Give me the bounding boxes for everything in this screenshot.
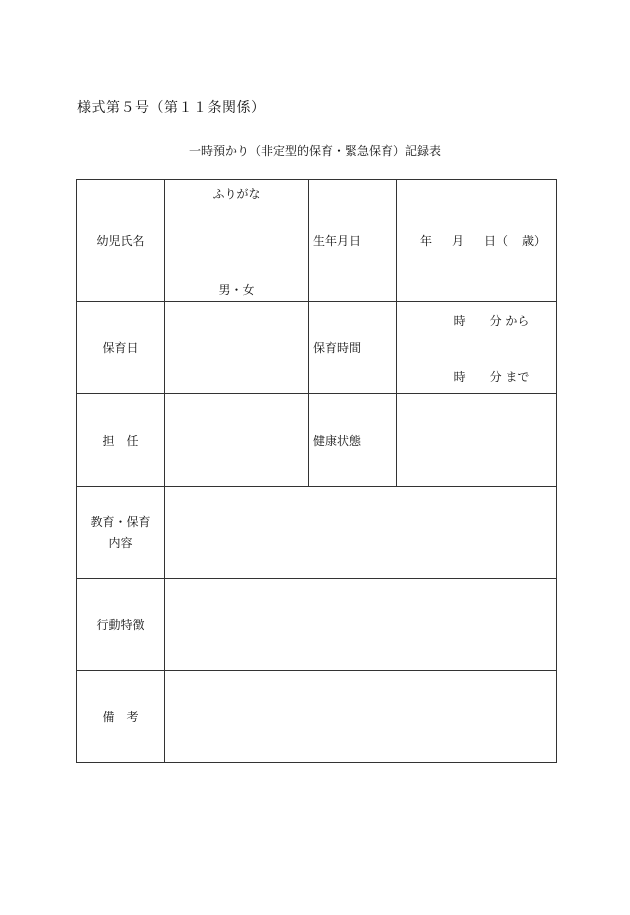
form-number: 様式第５号（第１１条関係） bbox=[77, 100, 266, 116]
birth-date-format bbox=[397, 232, 556, 249]
birth-date-label: 生年月日 bbox=[309, 180, 397, 302]
health-field[interactable] bbox=[397, 394, 557, 487]
teacher-label: 担 任 bbox=[77, 394, 165, 487]
record-table bbox=[76, 179, 557, 763]
teacher-field[interactable] bbox=[165, 394, 309, 487]
time-from bbox=[397, 312, 556, 329]
row-behavior bbox=[77, 579, 557, 671]
birth-age-unit: 歳） bbox=[521, 234, 546, 248]
behavior-label: 行動特徴 bbox=[77, 579, 165, 671]
time-to bbox=[397, 368, 556, 385]
row-child-name bbox=[77, 180, 557, 302]
row-care-date bbox=[77, 302, 557, 394]
birth-month-unit: 月 bbox=[451, 234, 464, 248]
behavior-field[interactable] bbox=[165, 579, 557, 671]
birth-year-unit: 年 bbox=[419, 234, 432, 248]
child-name-field[interactable] bbox=[165, 180, 309, 302]
birth-date-field[interactable] bbox=[397, 180, 557, 302]
time-to-min: 分 まで bbox=[489, 370, 530, 384]
care-time-label: 保育時間 bbox=[309, 302, 397, 394]
care-date-field[interactable] bbox=[165, 302, 309, 394]
remarks-field[interactable] bbox=[165, 671, 557, 763]
content-label bbox=[77, 487, 165, 579]
care-date-label: 保育日 bbox=[77, 302, 165, 394]
time-from-hour: 時 bbox=[453, 314, 466, 328]
content-field[interactable] bbox=[165, 487, 557, 579]
time-to-hour: 時 bbox=[453, 370, 466, 384]
gender-label: 男・女 bbox=[218, 283, 255, 297]
remarks-label: 備 考 bbox=[77, 671, 165, 763]
content-label-line1: 教育・保育 bbox=[90, 514, 151, 529]
child-name-label: 幼児氏名 bbox=[77, 180, 165, 302]
content-label-line2: 内容 bbox=[108, 535, 133, 550]
row-remarks bbox=[77, 671, 557, 763]
form-title: 一時預かり（非定型的保育・緊急保育）記録表 bbox=[188, 144, 441, 158]
time-from-min: 分 から bbox=[489, 314, 530, 328]
row-content bbox=[77, 487, 557, 579]
furigana-label: ふりがな bbox=[212, 187, 261, 201]
row-teacher bbox=[77, 394, 557, 487]
birth-day-unit: 日（ bbox=[483, 234, 508, 248]
health-label: 健康状態 bbox=[309, 394, 397, 487]
care-time-field[interactable] bbox=[397, 302, 557, 394]
